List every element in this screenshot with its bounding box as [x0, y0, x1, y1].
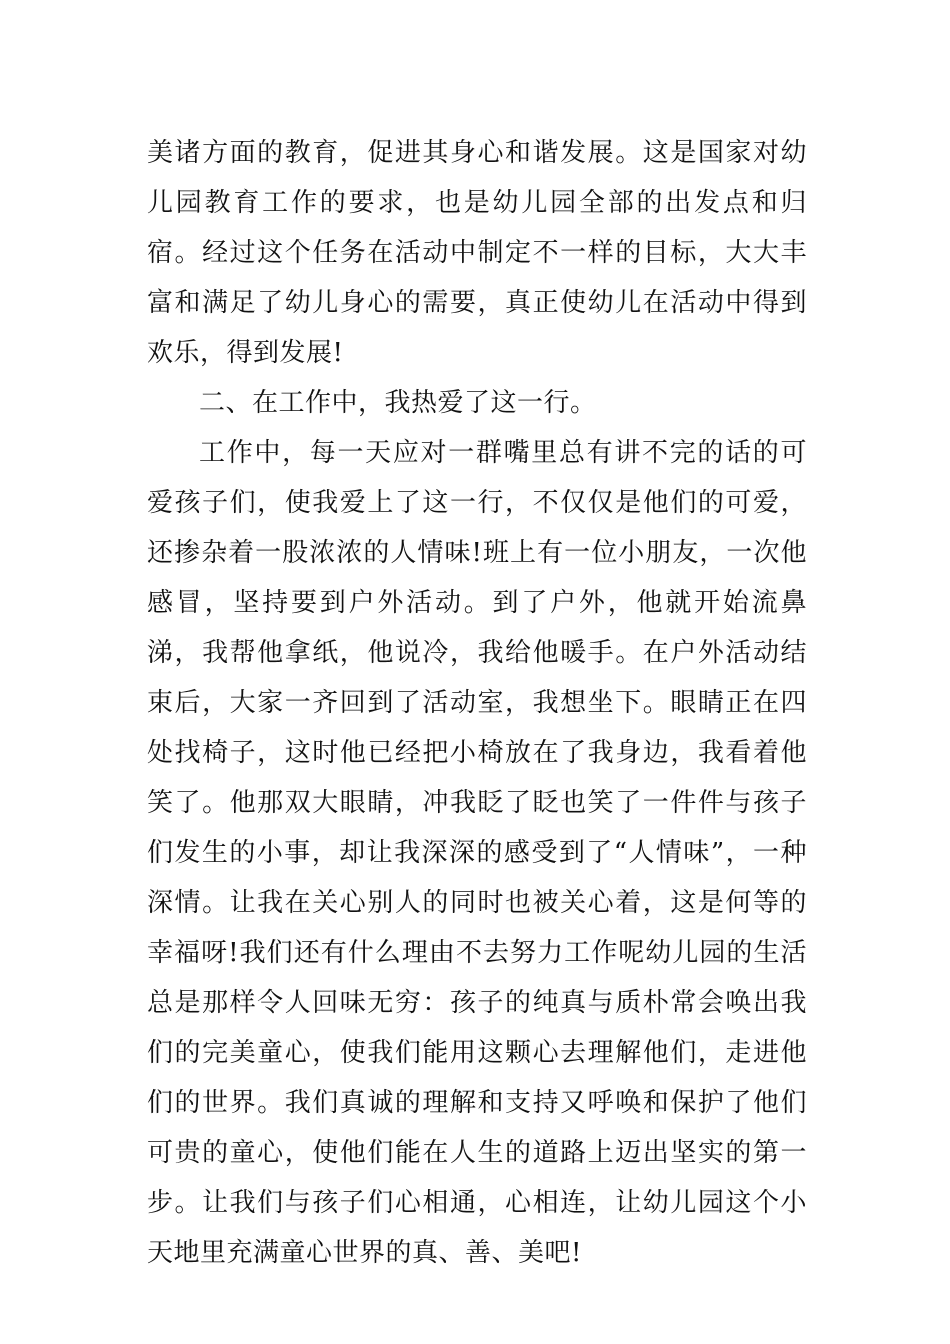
document-body	[147, 128, 807, 1278]
paragraph-continuation: 美诸方面的教育，促进其身心和谐发展。这是国家对幼儿园教育工作的要求，也是幼儿园全部的出发点和归宿。经过这个任务在活动中制定不一样的目标，大大丰富和满足了幼儿身心的需要，真正使幼儿在活动中得到欢乐，得到发展!	[147, 138, 807, 368]
section-heading: 二、在工作中，我热爱了这一行。	[199, 388, 597, 418]
paragraph-body: 工作中，每一天应对一群嘴里总有讲不完的话的可爱孩子们，使我爱上了这一行，不仅仅是他们的可爱，还掺杂着一股浓浓的人情味!班上有一位小朋友，一次他感冒，坚持要到户外活动。到了户外，他就开始流鼻涕，我帮他拿纸，他说冷，我给他暖手。在户外活动结束后，大家一齐回到了活动室，我想坐下。眼睛正在四处找椅子，这时他已经把小椅放在了我身边，我看着他笑了。他那双大眼睛，冲我眨了眨也笑了一件件与孩子们发生的小事，却让我深深的感受到了“人情味”，一种深情。让我在关心别人的同时也被关心着，这是何等的幸福呀!我们还有什么理由不去努力工作呢幼儿园的生活总是那样令人回味无穷：孩子的纯真与质朴常会唤出我们的完美童心，使我们能用这颗心去理解他们，走进他们的世界。我们真诚的理解和支持又呼唤和保护了他们可贵的童心，使他们能在人生的道路上迈出坚实的第一步。让我们与孩子们心相通，心相连，让幼儿园这个小天地里充满童心世界的真、善、美吧!	[147, 438, 807, 1268]
